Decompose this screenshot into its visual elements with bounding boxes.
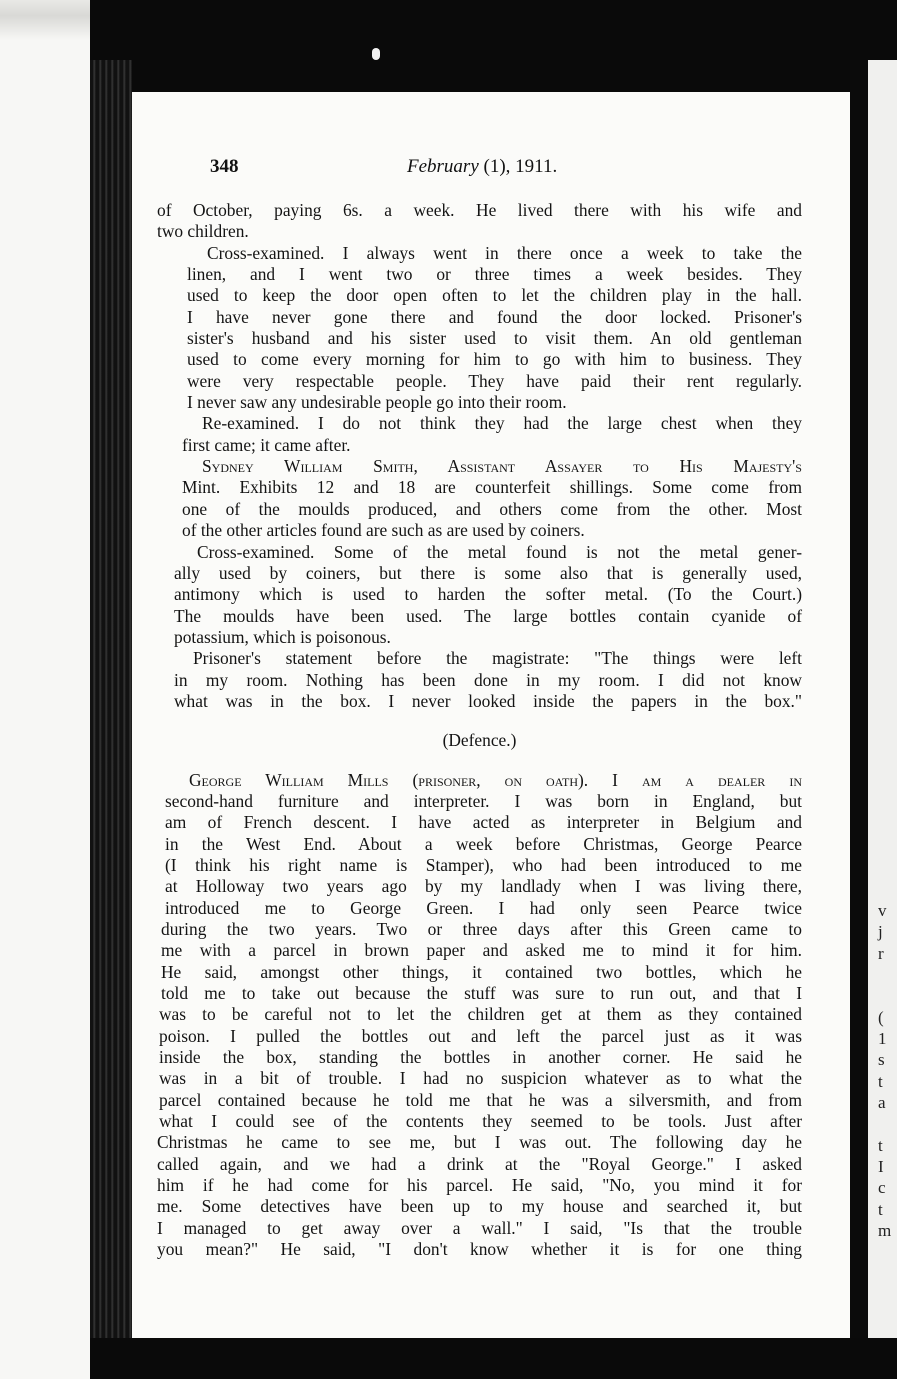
text-line: potassium, which is poisonous. <box>174 626 391 647</box>
text-line: (I think his right name is Stamper), who had been introduced to me <box>165 854 802 875</box>
text-line: I never saw any undesirable people go into their room. <box>187 392 567 413</box>
text-line: called again, and we had a drink at the "Royal George." I asked <box>157 1153 802 1174</box>
text-line: He said, amongst other things, it contained two bottles, which he <box>161 961 802 982</box>
margin-mark: I <box>878 1157 884 1177</box>
text-line: am of French descent. I have acted as interpreter in Belgium and <box>165 812 802 833</box>
margin-mark: t <box>878 1135 883 1155</box>
book-spine-edge <box>90 60 132 1379</box>
text-line: I have never gone there and found the door locked. Prisoner's <box>187 306 802 327</box>
section-heading-defence: (Defence.) <box>442 730 517 751</box>
text-line: was in a bit of trouble. I had no suspicion whatever as to what the <box>159 1068 802 1089</box>
text-line: sister's husband and his sister used to visit them. An old gentleman <box>187 328 802 349</box>
text-line: linen, and I went two or three times a week besides. They <box>187 264 802 285</box>
text-line: were very respectable people. They have paid their rent regularly. <box>187 370 802 391</box>
margin-mark <box>878 964 897 985</box>
text-line: inside the box, standing the bottles in another corner. He said he <box>159 1047 802 1068</box>
text-line: of October, paying 6s. a week. He lived there with his wife and <box>157 200 802 220</box>
facing-page-fragments <box>878 900 897 1242</box>
text-line: at Holloway two years ago by my landlady when I was living there, <box>165 876 802 897</box>
text-line: ally used by coiners, but there is some also that is generally used, <box>174 562 802 583</box>
text-line: parcel contained because he told me that he was a silversmith, and from <box>159 1089 802 1110</box>
running-head-date: (1), 1911. <box>478 156 558 177</box>
margin-mark <box>878 985 897 1006</box>
text-line: Mint. Exhibits 12 and 18 are counterfeit shillings. Some come from <box>182 477 802 498</box>
text-line: Sydney William Smith, Assistant Assayer to His Majesty's <box>202 456 802 477</box>
book-top-shadow <box>90 0 897 95</box>
text-line: during the two years. Two or three days after this Green came to <box>161 919 802 939</box>
book-gutter-shadow <box>850 60 868 1379</box>
text-line: told me to take out because the stuff was sure to run out, and that I <box>161 983 802 1004</box>
margin-mark: a <box>878 1093 886 1113</box>
margin-mark: s <box>878 1050 885 1070</box>
text-line: introduced me to George Green. I had only seen Pearce twice <box>165 897 802 918</box>
margin-mark: c <box>878 1178 886 1198</box>
text-line: I managed to get away over a wall." I said, "Is that the trouble <box>157 1217 802 1238</box>
book-bottom-shadow <box>90 1338 897 1379</box>
text-line: was to be careful not to let the children get at them as they contained <box>159 1004 802 1025</box>
running-head-month: February <box>407 156 479 177</box>
margin-mark: v <box>878 901 887 920</box>
text-line: in the West End. About a week before Christmas, George Pearce <box>165 833 802 854</box>
text-line: The moulds have been used. The large bottles contain cyanide of <box>174 605 802 626</box>
text-line: what I could see of the contents they seemed to be tools. Just after <box>159 1111 802 1132</box>
text-line: me with a parcel in brown paper and asked me to mind it for him. <box>161 940 802 961</box>
text-line: used to come every morning for him to go with him to business. They <box>187 349 802 370</box>
text-line: one of the moulds produced, and others come from the other. Most <box>182 498 802 519</box>
text-line: poison. I pulled the bottles out and left the parcel just as it was <box>159 1025 802 1046</box>
text-line: me. Some detectives have been up to my house and searched it, but <box>157 1196 802 1217</box>
text-line: two children. <box>157 221 249 242</box>
text-line: you mean?" He said, "I don't know whether it is for one thing <box>157 1239 802 1260</box>
text-line: second-hand furniture and interpreter. I was born in England, but <box>165 790 802 811</box>
margin-mark: m <box>878 1221 892 1241</box>
margin-mark: ( <box>878 1007 884 1027</box>
text-line: antimony which is used to harden the softer metal. (To the Court.) <box>174 584 802 605</box>
margin-mark: j <box>878 922 883 942</box>
margin-mark: t <box>878 1199 883 1219</box>
text-line: Christmas he came to see me, but I was out. The following day he <box>157 1132 802 1153</box>
text-line: of the other articles found are such as are used by coiners. <box>182 520 585 541</box>
section-gap <box>157 752 802 770</box>
margin-mark: r <box>878 943 884 963</box>
text-line: Cross-examined. I always went in there once a week to take the <box>207 242 802 263</box>
text-line: used to keep the door open often to let the children play in the hall. <box>187 285 802 306</box>
text-line: Cross-examined. Some of the metal found is not the metal gener- <box>197 541 802 562</box>
text-line: what was in the box. I never looked inside the papers in the box." <box>174 690 802 711</box>
text-line: him if he had come for his parcel. He said, "No, you mind it for <box>157 1175 802 1196</box>
text-line: Re-examined. I do not think they had the large chest when they <box>202 413 802 434</box>
text-line: in my room. Nothing has been done in my room. I did not know <box>174 669 802 690</box>
text-line: Prisoner's statement before the magistrate: "The things were left <box>193 648 802 669</box>
text-line: first came; it came after. <box>182 434 351 455</box>
section-gap <box>157 712 802 730</box>
page-header <box>210 156 800 184</box>
body-text <box>157 200 802 1261</box>
margin-mark: t <box>878 1071 883 1091</box>
page-number: 348 <box>210 156 239 177</box>
running-head <box>407 156 557 178</box>
margin-mark <box>878 1113 897 1134</box>
margin-mark: 1 <box>878 1029 887 1049</box>
text-line: George William Mills (prisoner, on oath). I am a dealer in <box>189 769 802 790</box>
scan-speck <box>372 48 380 60</box>
